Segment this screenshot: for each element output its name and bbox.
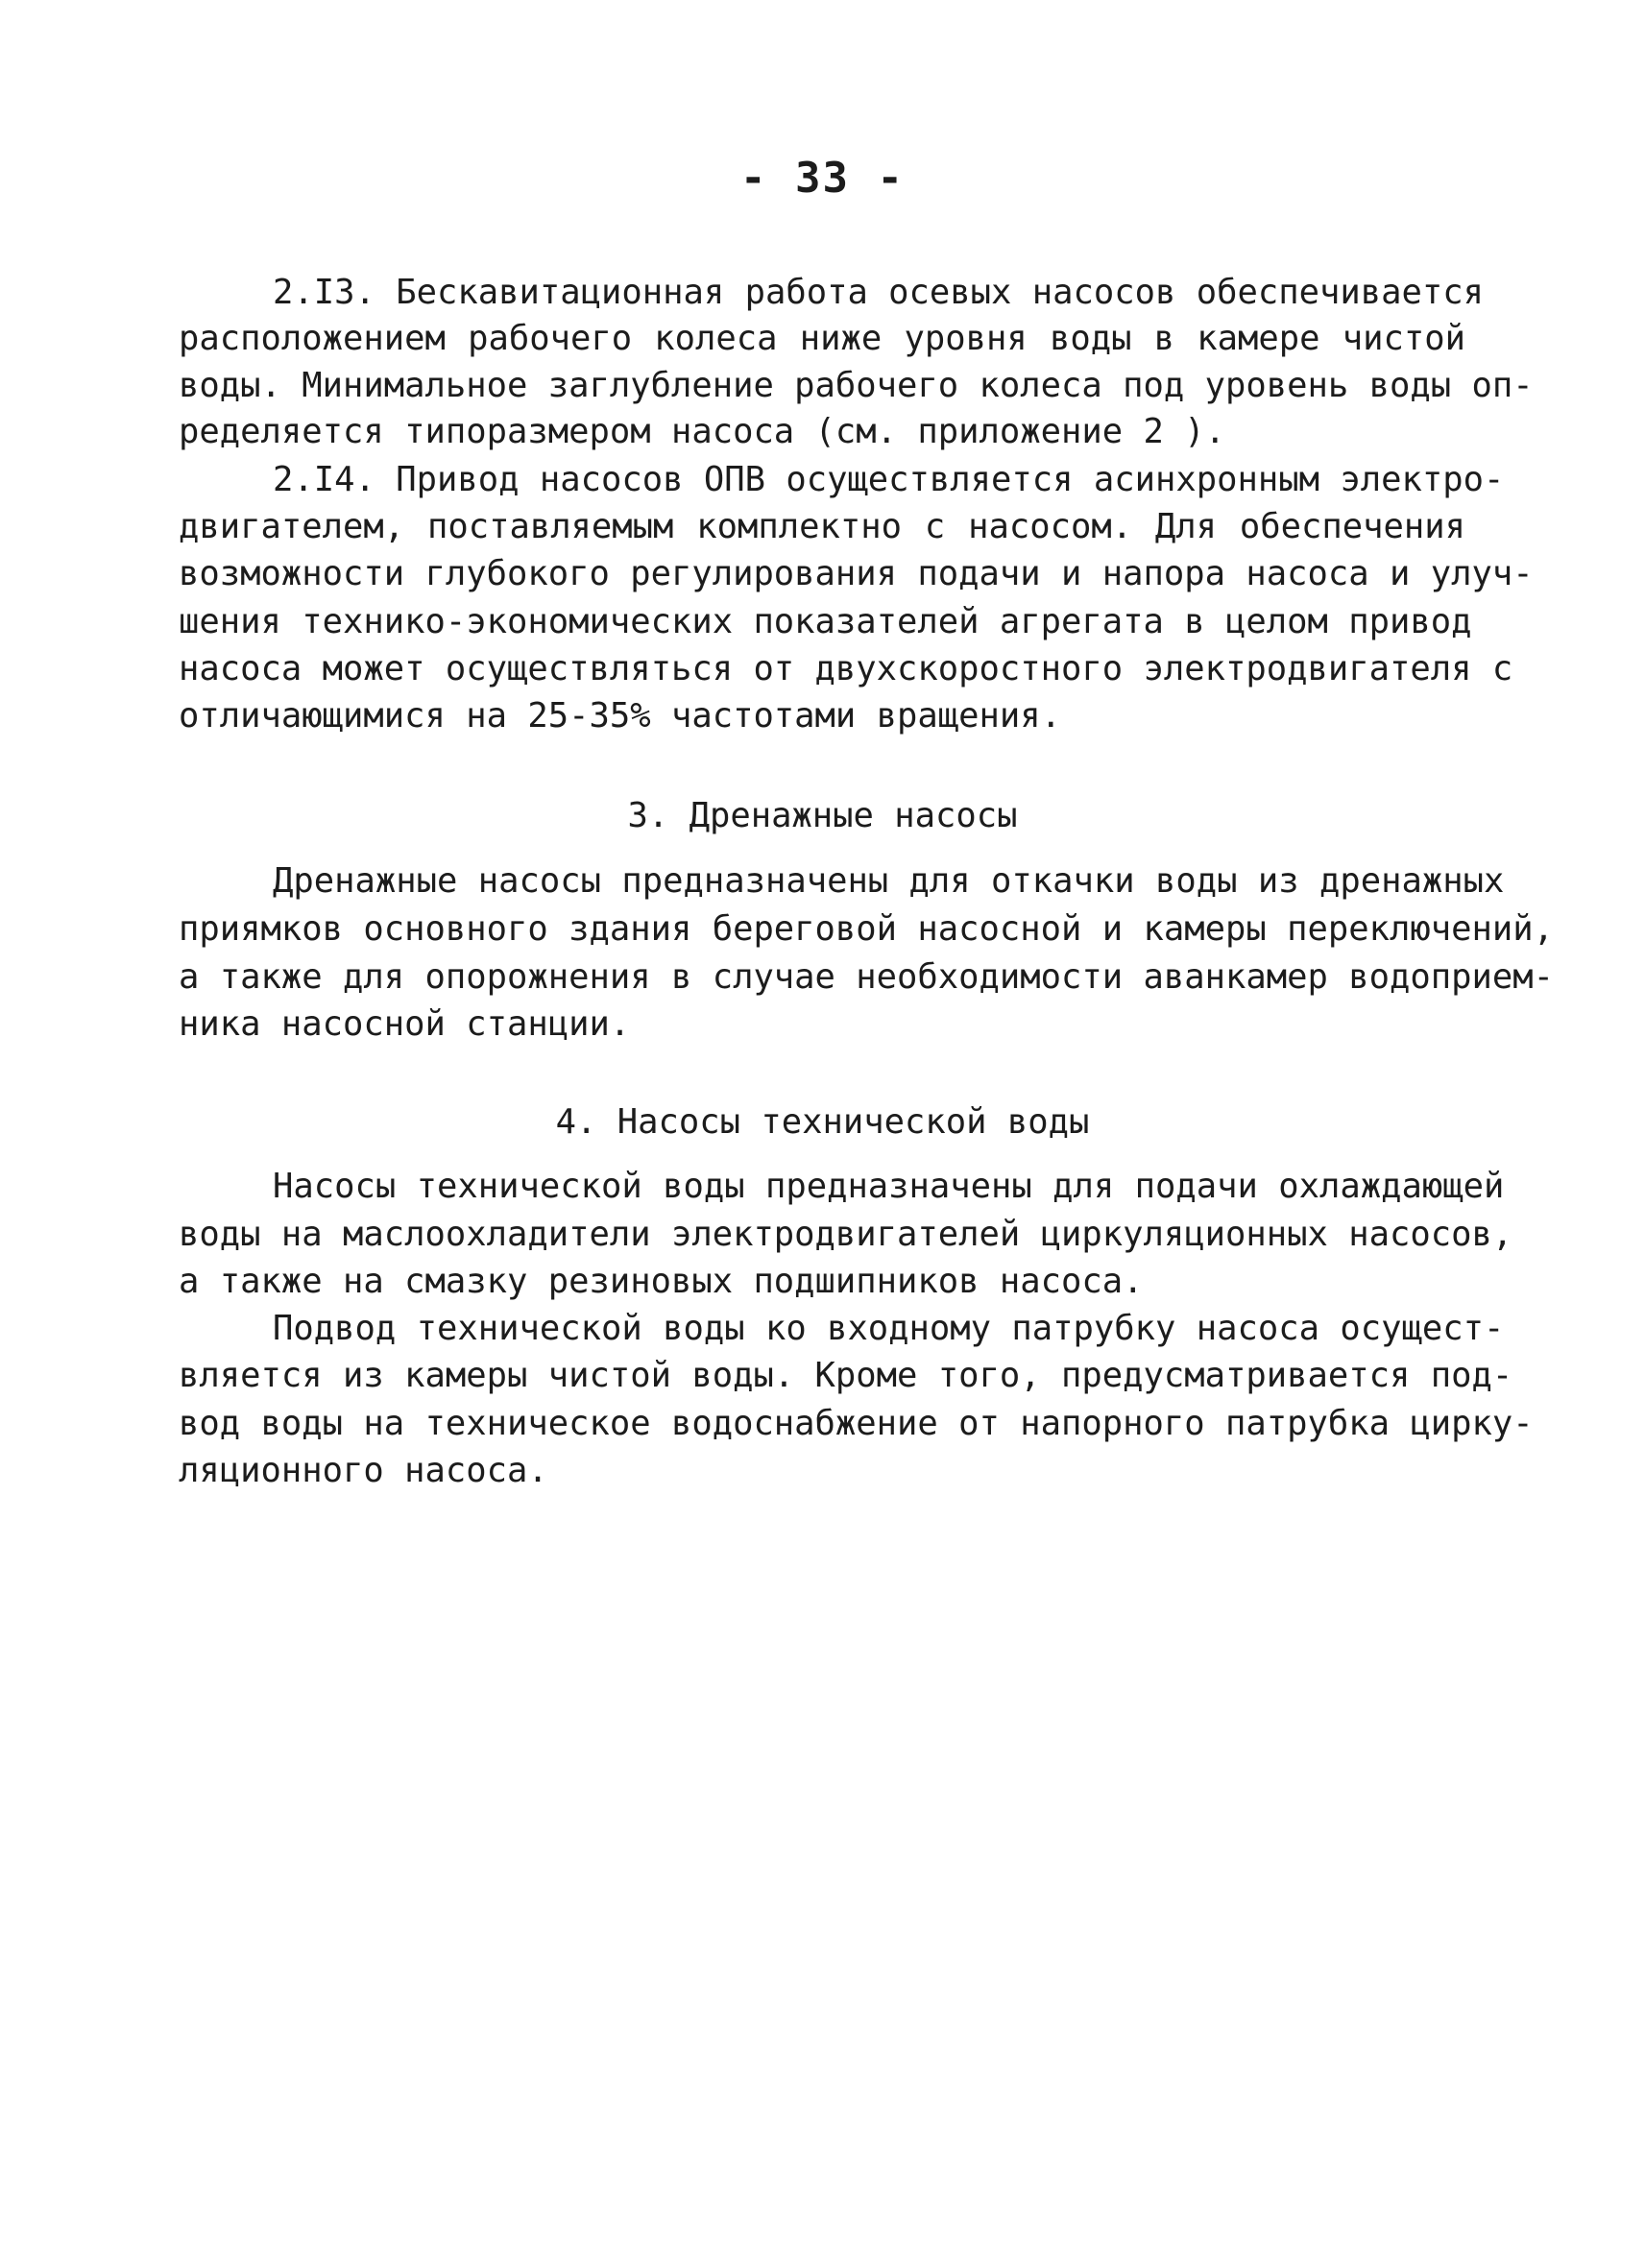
- section-4-heading: 4. Насосы технической воды: [555, 1102, 1090, 1142]
- section-2-13-line: воды. Минимальное заглубление рабочего колеса под уровень воды оп-: [179, 366, 1534, 405]
- section-2-14-line: возможности глубокого регулирования подачи и напора насоса и улуч-: [179, 554, 1534, 593]
- section-3-line: Дренажные насосы предназначены для откачки воды из дренажных: [273, 861, 1505, 901]
- section-2-14-line: шения технико-экономических показателей агрегата в целом привод: [179, 602, 1472, 641]
- section-2-13-line: ределяется типоразмером насоса (см. приложение 2 ).: [179, 412, 1226, 451]
- section-4-line: вляется из камеры чистой воды. Кроме того, предусматривается под-: [179, 1356, 1513, 1395]
- section-2-13-line: расположением рабочего колеса ниже уровня воды в камере чистой: [179, 319, 1465, 358]
- section-3-heading: 3. Дренажные насосы: [627, 796, 1018, 835]
- section-2-14-line: двигателем, поставляемым комплектно с насосом. Для обеспечения: [179, 507, 1465, 546]
- section-4-line: Насосы технической воды предназначены для подачи охлаждающей: [273, 1167, 1505, 1206]
- section-3-line: приямков основного здания береговой насосной и камеры переключений,: [179, 909, 1554, 949]
- section-2-14-line: насоса может осуществляться от двухскоростного электродвигателя с: [179, 649, 1513, 688]
- section-3-line: а также для опорожнения в случае необходимости аванкамер водоприем-: [179, 957, 1554, 997]
- section-2-13-line: 2.I3. Бескавитационная работа осевых насосов обеспечивается: [273, 273, 1484, 312]
- section-4-line: Подвод технической воды ко входному патрубку насоса осущест-: [273, 1309, 1505, 1348]
- section-4-line: ляционного насоса.: [179, 1451, 548, 1490]
- section-4-line: воды на маслоохладители электродвигателей циркуляционных насосов,: [179, 1215, 1513, 1254]
- section-2-14-line: отличающимися на 25-35% частотами вращения.: [179, 696, 1062, 736]
- page-number: - 33 -: [740, 154, 905, 203]
- section-2-14-line: 2.I4. Привод насосов ОПВ осуществляется асинхронным электро-: [273, 460, 1505, 499]
- section-4-line: вод воды на техническое водоснабжение от напорного патрубка цирку-: [179, 1404, 1534, 1443]
- section-4-line: а также на смазку резиновых подшипников насоса.: [179, 1262, 1144, 1301]
- section-3-line: ника насосной станции.: [179, 1004, 631, 1044]
